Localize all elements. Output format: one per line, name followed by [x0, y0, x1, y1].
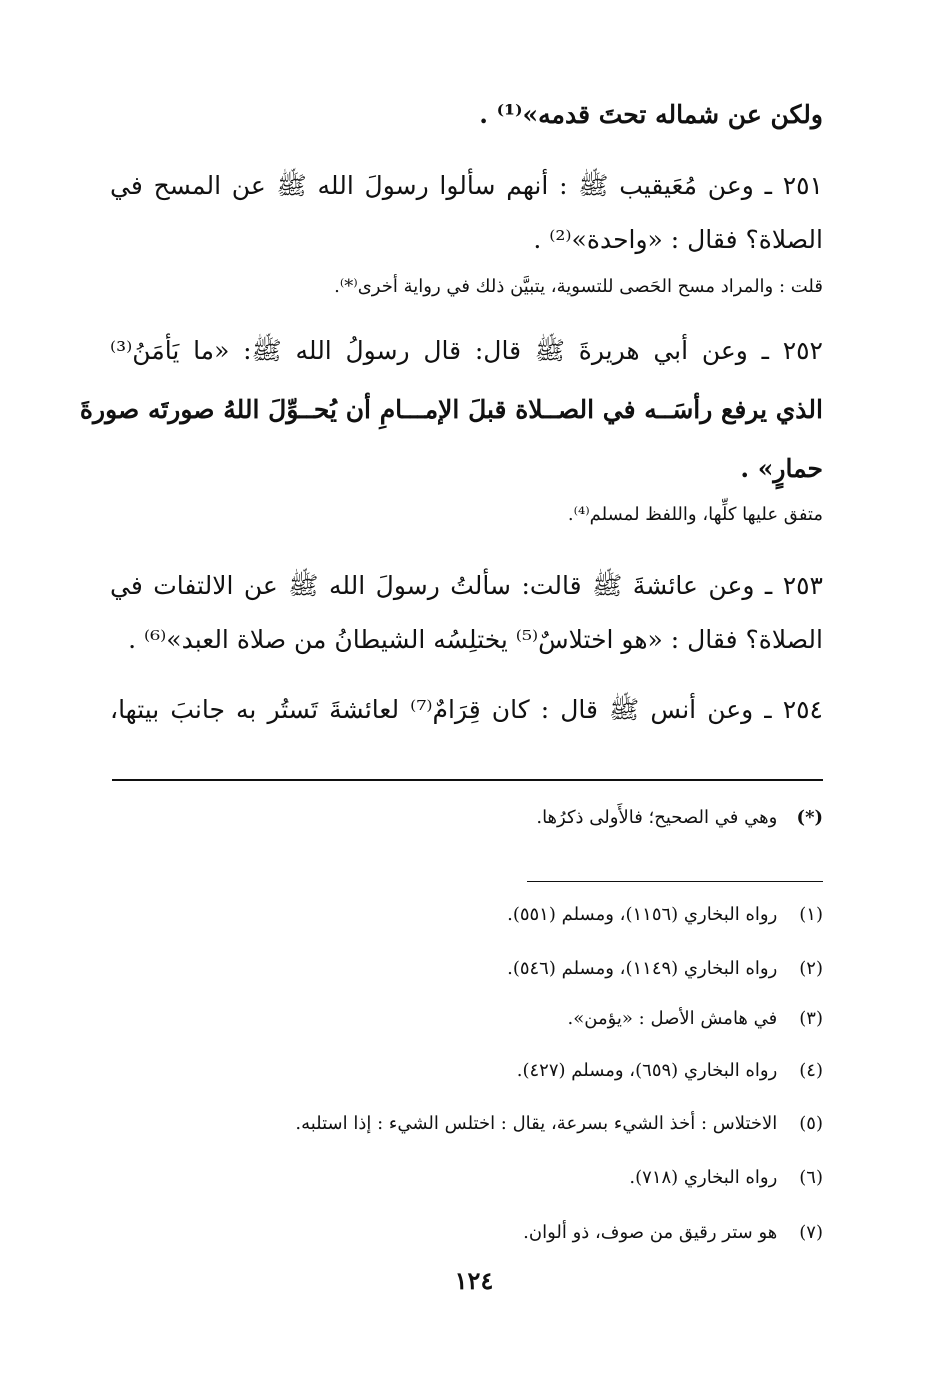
footnote-number: (٢): [799, 958, 823, 979]
hadith-252-line-3: حمارٍ» .: [740, 454, 823, 483]
footnote-1: [110, 900, 823, 930]
footnote-number: (٦): [799, 1167, 823, 1188]
hadith-254-line-1: ٢٥٤ ـ وعن أنس ﷺ قال : كان قِرَامٌ⁽⁷⁾ لعائشةَ تَستُر به جانبَ بيتها،: [110, 695, 823, 724]
footnote-text: رواه البخاري (١١٥٦)، ومسلم (٥٥١).: [507, 904, 778, 925]
footnote-text: في هامش الأصل : «يؤمن».: [567, 1008, 778, 1029]
footnote-text: رواه البخاري (٧١٨).: [629, 1167, 778, 1188]
footnote-text: الاختلاس : أخذ الشيء بسرعة، يقال : اختلس الشيء : إذا استلبه.: [295, 1113, 778, 1134]
star-footnote-marker: (*): [796, 807, 823, 828]
hadith-253-line-2: الصلاة؟ فقال : «هو اختلاسٌ⁽⁵⁾ يختلِسُه الشيطانُ من صلاة العبد»⁽⁶⁾ .: [128, 625, 823, 654]
footnote-2: [110, 954, 823, 984]
footnote-6: [110, 1163, 823, 1193]
footnote-number: (٥): [799, 1113, 823, 1134]
footnote-separator: [112, 779, 823, 781]
footnote-text: هو ستر رقيق من صوف، ذو ألوان.: [523, 1222, 778, 1243]
takhrij-note: متفق عليها كلِّها، واللفظ لمسلم⁽⁴⁾.: [567, 504, 823, 525]
footnote-text: رواه البخاري (٦٥٩)، ومسلم (٤٢٧).: [516, 1060, 778, 1081]
hadith-252-line-2: الذي يرفع رأسَــه في الصــلاة قبلَ الإمـــامِ أن يُحــوِّلَ اللهُ صورتَه صورةَ: [79, 395, 823, 424]
footnote-number: (٤): [799, 1060, 823, 1081]
footnote-number: (١): [799, 904, 823, 925]
comment-note: قلت : والمراد مسح الحَصى للتسوية، يتبيَّن ذلك في رواية أخرى⁽*⁾.: [334, 276, 823, 297]
star-footnote-text: وهي في الصحيح؛ فالأَولى ذكرُها.: [536, 807, 778, 828]
hadith-253-line-1: ٢٥٣ ـ وعن عائشةَ ﷺ قالت: سألتُ رسولَ الله ﷺ عن الالتفات في: [110, 571, 823, 600]
hadith-251-line-1: ٢٥١ ـ وعن مُعَيقيب ﷺ : أنهم سألوا رسولَ الله ﷺ عن المسح في: [110, 171, 823, 200]
footnote-number: (٧): [799, 1222, 823, 1243]
hadith-252-line-1: ٢٥٢ ـ وعن أبي هريرةَ ﷺ قال: قال رسولُ الله ﷺ: «ما يَأمَنُ⁽³⁾: [110, 336, 823, 365]
footnote-4: [110, 1056, 823, 1086]
star-footnote: [110, 803, 823, 833]
footnote-number: (٣): [799, 1008, 823, 1029]
footnote-3: [110, 1004, 823, 1034]
text-line-1: ولكن عن شماله تحتَ قدمه»⁽¹⁾ .: [479, 100, 823, 129]
footnote-7: [110, 1218, 823, 1248]
footnotes-rule: [527, 881, 823, 882]
footnote-5: [110, 1109, 823, 1139]
page-number: ١٢٤: [454, 1266, 494, 1295]
hadith-251-line-2: الصلاة؟ فقال : «واحدة»⁽²⁾ .: [533, 225, 823, 254]
footnote-text: رواه البخاري (١١٤٩)، ومسلم (٥٤٦).: [507, 958, 778, 979]
